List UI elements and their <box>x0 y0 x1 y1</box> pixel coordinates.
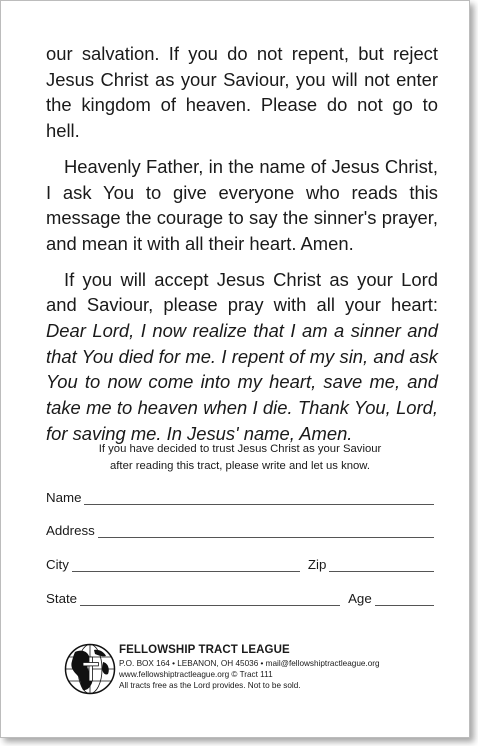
name-field[interactable] <box>84 492 434 505</box>
publisher-footer <box>64 637 444 707</box>
invitation-intro: If you will accept Jesus Christ as your Lord and Saviour, please pray with all your heart: <box>46 268 438 316</box>
sinners-prayer: Dear Lord, I now realize that I am a sinner and that You died for me. I repent of my sin, and ask You to now come into my heart, save me, and take me to heaven when I die. Thank You, Lord, for saving me. In Jesus' name, Amen. <box>46 320 438 444</box>
paragraph-intercession: Heavenly Father, in the name of Jesus Christ, I ask You to give everyone who reads this message the courage to say the sinner's prayer, and mean it with all their heart. Amen. <box>46 155 438 254</box>
name-label: Name <box>46 490 82 505</box>
org-address: P.O. BOX 164 • LEBANON, OH 45036 • mail@fellowshiptractleague.org <box>119 659 380 668</box>
age-field[interactable] <box>375 593 434 606</box>
address-label: Address <box>46 523 95 538</box>
address-field[interactable] <box>98 525 434 538</box>
paragraph-invitation <box>46 267 438 447</box>
state-age-row <box>46 586 434 606</box>
city-field[interactable] <box>72 559 300 572</box>
state-label: State <box>46 591 78 606</box>
distribution-notice: All tracts free as the Lord provides. Not to be sold. <box>119 681 301 691</box>
response-note-line-2: after reading this tract, please write and let us know. <box>110 460 370 472</box>
response-note-line-1: If you have decided to trust Jesus Christ as your Saviour <box>98 443 382 455</box>
zip-field[interactable] <box>329 559 434 572</box>
footer-text <box>119 643 380 692</box>
age-label: Age <box>348 591 372 606</box>
tract-body <box>46 41 438 457</box>
address-row <box>46 518 434 538</box>
name-row <box>46 485 434 505</box>
city-label: City <box>46 557 69 572</box>
globe-with-cross-icon <box>64 643 116 695</box>
org-name: FELLOWSHIP TRACT LEAGUE <box>119 644 290 656</box>
zip-label: Zip <box>307 557 327 572</box>
response-note <box>1 441 478 475</box>
paragraph-salvation: our salvation. If you do not repent, but reject Jesus Christ as your Saviour, you will not enter the kingdom of heaven. Please do not go to hell. <box>46 43 438 142</box>
org-website: www.fellowshiptractleague.org © Tract 111 <box>119 670 273 680</box>
state-field[interactable] <box>80 593 340 606</box>
city-zip-row <box>46 552 434 572</box>
